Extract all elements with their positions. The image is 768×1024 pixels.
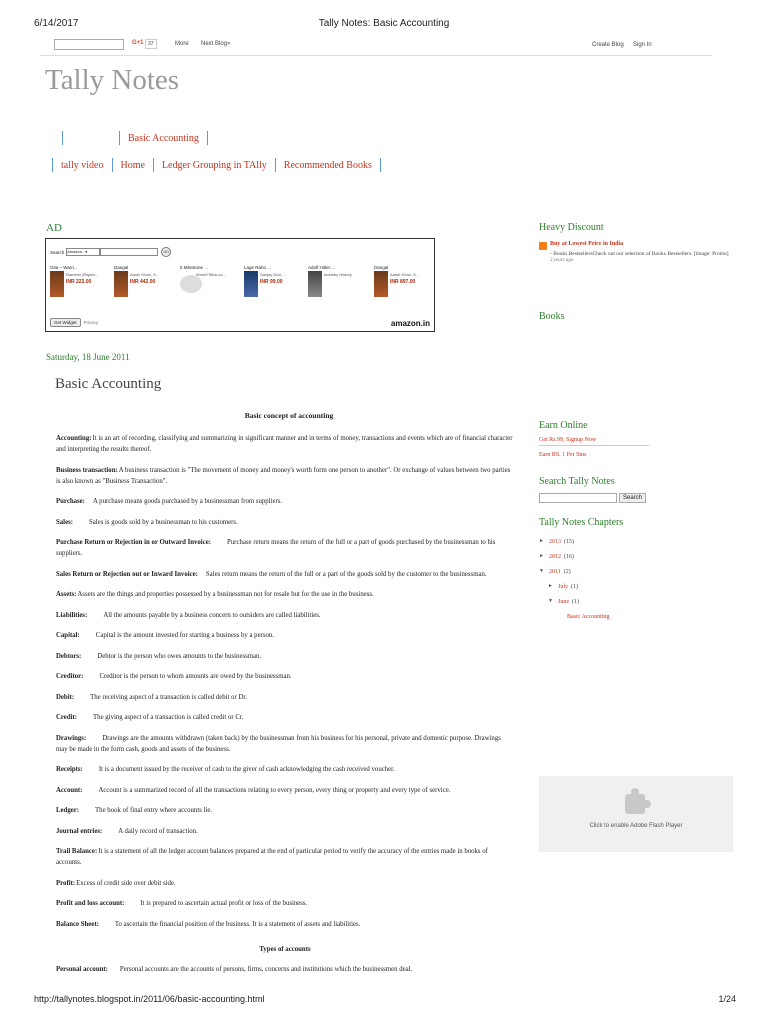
glossary-entry: [56, 805, 514, 816]
books-widget: [539, 311, 739, 322]
entry-text: Assets are the things and properties possessed by a businessman not for resale but for the use in the business.: [77, 591, 374, 598]
widget-footer: [50, 318, 98, 327]
earn-online-heading: Earn Online: [539, 420, 588, 431]
search-heading: Search Tally Notes: [539, 476, 615, 487]
entry-term: Balance Sheet:: [56, 920, 99, 928]
entry-text: The book of final entry where accounts lie.: [95, 807, 213, 814]
entry-text: Sales is goods sold by a businessman to his customers.: [89, 518, 238, 526]
tab-separator: [207, 131, 208, 145]
entry-term: Journal entries:: [56, 827, 103, 835]
archive-link[interactable]: Basic Accounting: [567, 613, 610, 620]
earn-online-widget: [539, 420, 739, 458]
entry-term: Creditor:: [56, 673, 84, 680]
entry-term: Liabilities:: [56, 611, 88, 619]
entry-term: Business transaction:: [56, 466, 118, 474]
search-input[interactable]: [539, 493, 617, 503]
product-subtitle: Aamir Khan, S...: [390, 272, 420, 277]
archive-item[interactable]: [539, 534, 739, 549]
flash-placeholder[interactable]: [539, 776, 733, 852]
product-subtitle: Ramesh (Rajani...: [66, 272, 99, 277]
entry-term: Profit and loss account:: [56, 900, 125, 907]
product-title[interactable]: Lage Raho ...: [244, 265, 272, 270]
glossary-entry: [56, 878, 514, 889]
glossary-entry: [56, 733, 514, 755]
archive-link[interactable]: 2012: [549, 553, 561, 560]
post-body: [56, 433, 514, 939]
create-blog-link[interactable]: Create Blog: [592, 42, 624, 48]
widget-category-select[interactable]: Amazon.. ▾: [66, 248, 100, 256]
get-widget-button[interactable]: Get Widget: [50, 318, 81, 327]
next-blog-link[interactable]: Next Blog»: [201, 41, 231, 47]
entry-text: Sales return means the return of the full or a part of the goods sold by the customer to the businessman.: [205, 570, 487, 578]
glossary-entry: [56, 785, 514, 796]
tab-link[interactable]: Home: [120, 159, 145, 171]
product-image[interactable]: [374, 271, 388, 297]
tab-link[interactable]: Basic Accounting: [128, 132, 199, 144]
entry-term: Sales Return or Rejection out or Inward Invoice:: [56, 570, 198, 578]
archive-item[interactable]: [539, 579, 739, 594]
glossary-entry: [56, 671, 514, 682]
entry-text: A purchase means goods purchased by a businessman from suppliers.: [92, 498, 283, 505]
entry-term: Sales:: [56, 518, 73, 526]
entry-text: Capital is the amount invested for starting a business by a person.: [95, 632, 274, 639]
plugin-icon: [625, 794, 645, 814]
entry-term: Trail Balance:: [56, 848, 98, 855]
entry-text: A daily record of transaction.: [118, 827, 198, 835]
entry-text: Personal accounts are the accounts of persons, firms, concerns and institutions which the businessmen deal.: [119, 966, 413, 973]
product-title[interactable]: Dangal: [114, 265, 129, 270]
toggle-arrow-icon[interactable]: ►: [548, 584, 553, 589]
product-item[interactable]: [308, 265, 368, 277]
archive-list: [539, 534, 739, 624]
gplus-button[interactable]: G+1: [132, 40, 144, 46]
post-date: Saturday, 18 June 2011: [46, 352, 130, 362]
books-heading: Books: [539, 311, 565, 322]
entry-term: Purchase Return or Rejection in or Outward Invoice:: [56, 539, 211, 546]
archive-item[interactable]: [539, 549, 739, 564]
archive-count: (15): [564, 538, 574, 545]
product-subtitle: Industry History: [324, 272, 352, 277]
widget-go-button[interactable]: GO: [161, 247, 171, 257]
tab-link[interactable]: Ledger Grouping in TAlly: [161, 159, 267, 171]
widget-search-input[interactable]: [100, 248, 158, 256]
heavy-discount-heading: Heavy Discount: [539, 222, 604, 233]
tab-link[interactable]: Recommended Books: [283, 159, 372, 171]
product-price: INR 897.00: [390, 279, 416, 285]
product-title[interactable]: Dangal: [374, 265, 389, 270]
archive-item[interactable]: [539, 594, 739, 609]
product-title[interactable]: Adolf Hitler:...: [308, 265, 336, 270]
entry-text: The giving aspect of a transaction is called credit or Cr.: [93, 714, 244, 721]
entry-term: Assets:: [56, 591, 77, 598]
glossary-entry: [56, 610, 514, 621]
archive-link[interactable]: 2011: [549, 568, 561, 575]
entry-term: Drawings:: [56, 734, 87, 742]
entry-text: It is prepared to ascertain actual profit or loss of the business.: [140, 900, 308, 907]
entry-text: Debtor is the person who owes amounts to the businessman.: [97, 652, 262, 660]
discount-ago: 3 years ago: [550, 258, 574, 263]
product-image[interactable]: [180, 275, 202, 293]
product-item[interactable]: [114, 265, 174, 285]
tab-link[interactable]: tally video: [61, 159, 104, 171]
glossary-entry: [56, 846, 514, 868]
entry-term: Personal account:: [56, 966, 108, 973]
product-item[interactable]: [180, 265, 240, 277]
glossary-entry: [56, 712, 514, 723]
widget-search: [50, 247, 171, 257]
print-footer: [0, 994, 768, 1008]
glossary-entry: [56, 496, 514, 507]
print-url: http://tallynotes.blogspot.in/2011/06/basic-accounting.html: [34, 994, 265, 1004]
glossary-entry: [56, 764, 514, 775]
glossary-entry: [56, 692, 514, 703]
entry-term: Receipts:: [56, 766, 83, 773]
entry-text: To ascertain the financial position of the business. It is a statement of assets and liabilities.: [114, 920, 361, 928]
entry-text: All the amounts payable by a business concern to outsiders are called liabilities.: [103, 611, 321, 619]
glossary-entry: [56, 433, 514, 455]
archive-count: (16): [564, 553, 574, 560]
product-subtitle: Sanjay Dutt, ...: [260, 272, 287, 277]
entry-term: Profit:: [56, 879, 76, 887]
amazon-logo[interactable]: amazon.in: [390, 319, 430, 328]
archive-item[interactable]: [539, 609, 739, 624]
entry-term: Account:: [56, 786, 83, 794]
glossary-entry: [56, 898, 514, 909]
types-heading: Types of accounts: [259, 946, 311, 953]
entry-term: Debit:: [56, 693, 75, 701]
blog-title[interactable]: Tally Notes: [45, 64, 180, 96]
search-widget: [539, 476, 739, 503]
print-title: Tally Notes: Basic Accounting: [318, 18, 450, 29]
more-link[interactable]: More: [175, 41, 189, 47]
glossary-entry: [56, 465, 514, 487]
glossary-entry: [56, 589, 514, 600]
tab-separator: [62, 131, 63, 145]
product-title[interactable]: Gita – Warri...: [50, 265, 78, 270]
glossary-entry: [56, 537, 514, 559]
product-item[interactable]: [374, 265, 434, 285]
tabs-row-2: [52, 156, 381, 174]
print-page: 1/24: [718, 994, 736, 1004]
glossary-entry: [56, 630, 514, 641]
personal-account-entry: [56, 966, 514, 973]
product-image[interactable]: [244, 271, 258, 297]
post-title[interactable]: Basic Accounting: [55, 376, 162, 392]
glossary-entry: [56, 569, 514, 580]
archive-link[interactable]: July: [558, 583, 569, 590]
entry-text: It is an art of recording, classifying and summarizing in significant manner and in terms of money, transactions and events which are of financial character and interpreting the results thereof.: [56, 435, 513, 453]
tabs-row-1: [62, 129, 208, 147]
sign-in-link[interactable]: Sign In: [633, 42, 652, 48]
entry-text: It is a statement of all the ledger account balances prepared at the end of particular period to verify the accuracy of the entries made in books of accounts.: [56, 848, 488, 866]
chapters-widget: [539, 517, 739, 624]
chapters-heading: Tally Notes Chapters: [539, 517, 624, 528]
archive-link[interactable]: June: [558, 598, 569, 605]
entry-term: Capital:: [56, 632, 80, 639]
divider: [40, 55, 712, 56]
entry-text: The receiving aspect of a transaction is called debit or Dr.: [90, 693, 247, 701]
navbar-search-input[interactable]: [54, 39, 124, 50]
glossary-entry: [56, 651, 514, 662]
toggle-arrow-icon[interactable]: ▼: [548, 599, 553, 604]
widget-search-label: Search: [50, 249, 65, 255]
flash-text: Click to enable Adobe Flash Player: [589, 823, 683, 829]
entry-text: It is a document issued by the receiver of cash to the giver of cash acknowledging the cash received voucher.: [98, 766, 395, 773]
entry-text: Account is a summarized record of all the transactions relating to every person, every thing or property and every type of service.: [98, 786, 451, 794]
entry-term: Ledger:: [56, 807, 80, 814]
entry-term: Accounting:: [56, 435, 92, 442]
product-image[interactable]: [308, 271, 322, 297]
entry-text: Excess of credit side over debit side.: [76, 879, 176, 887]
privacy-link[interactable]: Privacy: [83, 320, 99, 325]
product-price: INR 99.00: [260, 279, 283, 285]
toggle-arrow-icon[interactable]: ▼: [539, 569, 544, 574]
tab-separator: [380, 158, 381, 172]
archive-count: (1): [571, 583, 579, 590]
archive-count: (2): [563, 568, 571, 575]
product-title[interactable]: 5 Milestone ...: [180, 265, 209, 270]
glossary-entry: [56, 517, 514, 528]
entry-term: Purchase:: [56, 498, 85, 505]
product-image[interactable]: [114, 271, 128, 297]
product-subtitle: Aamir Khan, S...: [130, 272, 160, 277]
blogger-navbar: [48, 36, 718, 54]
product-price: INR 442.00: [130, 279, 156, 285]
gplus-count: 37: [145, 39, 157, 49]
product-item[interactable]: [50, 265, 110, 285]
discount-desc: - Books BestsellersCheck out our selection of Books Bestsellers. [image: Promo]: [550, 251, 729, 257]
concept-heading: Basic concept of accounting: [244, 411, 334, 420]
print-date: 6/14/2017: [34, 18, 79, 29]
entry-text: Purchase return means the return of the full or a part of goods purchased by the businessman to his suppliers.: [56, 539, 496, 557]
glossary-entry: [56, 826, 514, 837]
entry-term: Credit:: [56, 714, 78, 721]
earn-link[interactable]: Get Rs.99, Signup Now: [539, 437, 597, 443]
product-item[interactable]: [244, 265, 304, 285]
amazon-widget: [45, 238, 435, 332]
product-price: INR 223.00: [66, 279, 92, 285]
entry-text: Drawings are the amounts withdrawn (taken back) by the businessman from his business for his personal, private and domestic purpose. Drawings may be made in the form cash, goods and assets of the business.: [56, 734, 501, 753]
divider: [539, 445, 649, 446]
product-image[interactable]: [50, 271, 64, 297]
archive-link[interactable]: 2013: [549, 538, 561, 545]
ad-heading: AD: [46, 222, 62, 234]
toggle-arrow-icon[interactable]: ►: [539, 539, 544, 544]
search-button[interactable]: Search: [619, 493, 646, 503]
product-subtitle: World7Stick.co...: [196, 272, 226, 277]
print-header: [0, 14, 768, 30]
entry-text: A business transaction is "The movement of money and money's worth form one person to another". Or exchange of values between two parties is also known as "Business Transaction".: [56, 466, 511, 485]
earn-link[interactable]: Earn RS. 1 Per Sms: [539, 452, 587, 458]
archive-count: (1): [572, 598, 579, 605]
feed-icon: [539, 242, 547, 250]
glossary-entry: [56, 919, 514, 930]
entry-text: Creditor is the person to whom amounts are owed by the businessman.: [99, 673, 292, 680]
archive-item[interactable]: [539, 564, 739, 579]
discount-link[interactable]: Buy at Lowest Price in India: [550, 241, 624, 247]
entry-term: Debtors:: [56, 652, 82, 660]
heavy-discount-widget: [539, 222, 739, 263]
toggle-arrow-icon[interactable]: ►: [539, 554, 544, 559]
